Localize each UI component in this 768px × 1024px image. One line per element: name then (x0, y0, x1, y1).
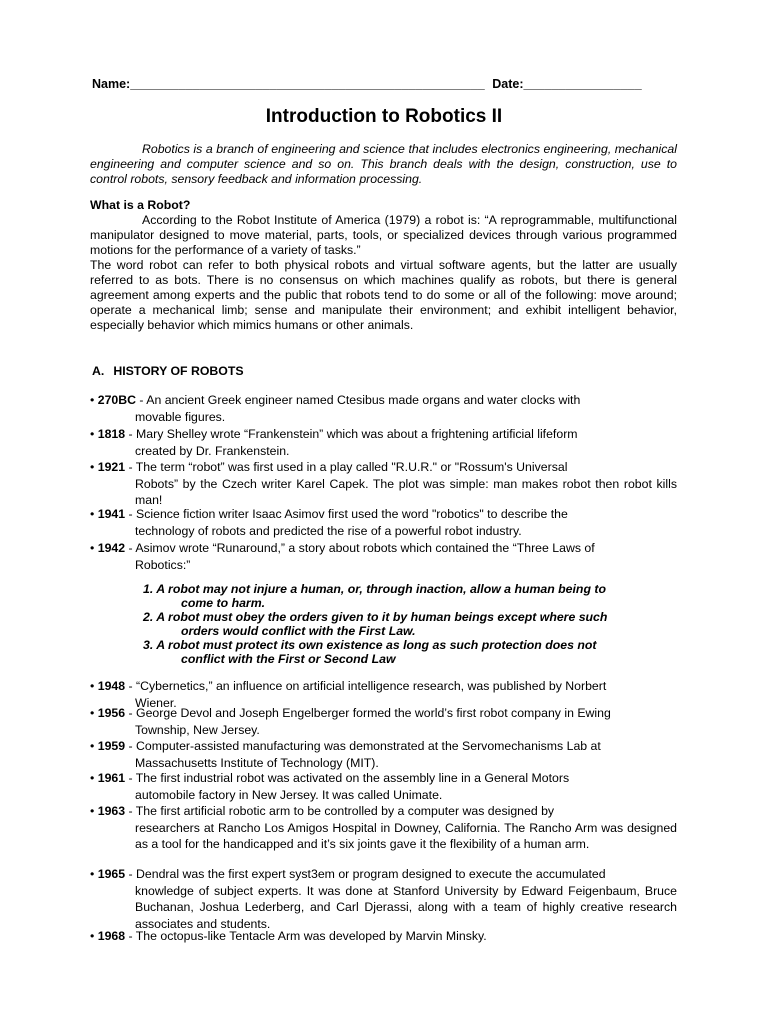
bots-paragraph: The word robot can refer to both physical robots and virtual software agents, but the latter are usually referred to as bots. There is no consensus on which machines qualify as robots, but there is general agreement among experts and the public that robots tend to do some or all of the following: move around; operate a mechanical limb; sense and manipulate their environment; and exhibit intelligent behavior, especially behavior which mimics humans or other animals. (90, 258, 677, 332)
entry-year: 1959 (97, 739, 126, 753)
entry-continuation: Robots” by the Czech writer Karel Capek. The plot was simple: man makes robot then robot kills man! (135, 476, 677, 507)
timeline-entry (90, 803, 677, 853)
entry-text: - The first artificial robotic arm to be controlled by a computer was designed by (125, 804, 555, 818)
entry-text: - The first industrial robot was activated on the assembly line in a General Motors (125, 771, 570, 785)
bullet-icon: • (90, 541, 95, 555)
law-continuation: orders would conflict with the First Law. (181, 624, 416, 638)
entry-continuation: knowledge of subject experts. It was done at Stanford University by Edward Feigenbaum, Bruce Buchanan, Joshua Lederberg, and Carl Djerassi, along with a team of highly creative research associates and students. (135, 883, 677, 931)
entry-year: 1968 (97, 929, 126, 943)
history-heading (92, 364, 244, 378)
entry-continuation: Robotics:” (135, 557, 191, 572)
entry-continuation: technology of robots and predicted the rise of a powerful robot industry. (135, 523, 522, 538)
history-heading-text: HISTORY OF ROBOTS (113, 364, 244, 378)
entry-year: 1942 (97, 541, 126, 555)
bullet-icon: • (90, 427, 95, 441)
entry-continuation: automobile factory in New Jersey. It was called Unimate. (135, 787, 443, 802)
timeline-entry (90, 866, 677, 932)
bullet-icon: • (90, 393, 95, 407)
entry-year: 1956 (97, 706, 126, 720)
entry-continuation: researchers at Rancho Los Amigos Hospital in Downey, California. The Rancho Arm was designed as a tool for the handicapped and it’s six joints gave it the flexibility of a human arm. (135, 820, 677, 851)
timeline-entry (90, 928, 677, 945)
entry-text: - The octopus-like Tentacle Arm was developed by Marvin Minsky. (125, 929, 487, 943)
entry-continuation: Township, New Jersey. (135, 722, 260, 737)
timeline-entry (90, 705, 677, 738)
entry-continuation: movable figures. (135, 409, 226, 424)
definition-section (90, 213, 677, 333)
definition-paragraph: According to the Robot Institute of America (1979) a robot is: “A reprogrammable, multifunctional manipulator designed to move material, parts, tools, or specialized devices through various programmed motions for the performance of a variety of tasks.” (90, 213, 677, 257)
what-is-robot-heading: What is a Robot? (90, 198, 191, 212)
entry-text: - Science fiction writer Isaac Asimov first used the word "robotics" to describe the (125, 507, 568, 521)
entry-text: - Asimov wrote “Runaround,” a story about robots which contained the “Three Laws of (125, 541, 595, 555)
entry-continuation: Wiener. (135, 695, 177, 710)
law-item: 2. A robot must obey the orders given to it by human beings except where such (143, 610, 608, 624)
law-item: 3. A robot must protect its own existence as long as such protection does not (143, 638, 597, 652)
law-continuation: come to harm. (181, 596, 266, 610)
bullet-icon: • (90, 739, 95, 753)
timeline-entry (90, 770, 677, 803)
entry-year: 1818 (97, 427, 126, 441)
name-date-header (92, 77, 642, 91)
entry-year: 1948 (97, 679, 126, 693)
bullet-icon: • (90, 679, 95, 693)
timeline-entry (90, 392, 677, 425)
bullet-icon: • (90, 867, 95, 881)
three-laws-list (143, 582, 673, 666)
law-continuation: conflict with the First or Second Law (181, 652, 396, 666)
intro-paragraph (90, 142, 677, 187)
entry-text: - Mary Shelley wrote “Frankenstein” which was about a frightening artificial lifeform (125, 427, 578, 441)
intro-text: Robotics is a branch of engineering and science that includes electronics engineering, mechanical engineering and computer science and so on. This branch deals with the design, construction, use to control robots, sensory feedback and information processing. (90, 142, 677, 186)
entry-continuation: Massachusetts Institute of Technology (MIT). (135, 755, 379, 770)
bullet-icon: • (90, 706, 95, 720)
entry-text: - Computer-assisted manufacturing was demonstrated at the Servomechanisms Lab at (125, 739, 601, 753)
entry-continuation: created by Dr. Frankenstein. (135, 443, 290, 458)
history-heading-letter: A. (92, 364, 105, 378)
bullet-icon: • (90, 507, 95, 521)
bullet-icon: • (90, 460, 95, 474)
entry-text: - An ancient Greek engineer named Ctesibus made organs and water clocks with (136, 393, 581, 407)
timeline-entry (90, 459, 677, 509)
entry-text: - Dendral was the first expert syst3em or program designed to execute the accumulated (125, 867, 606, 881)
entry-year: 270BC (97, 393, 137, 407)
entry-year: 1941 (97, 507, 126, 521)
entry-text: - “Cybernetics,” an influence on artificial intelligence research, was published by Norbert (125, 679, 607, 693)
timeline-entry (90, 540, 677, 573)
timeline-entry (90, 506, 677, 539)
page-title: Introduction to Robotics II (265, 106, 503, 127)
law-item: 1. A robot may not injure a human, or, through inaction, allow a human being to (143, 582, 606, 596)
date-field-label: Date:_________________ (492, 77, 642, 91)
entry-year: 1961 (97, 771, 126, 785)
bullet-icon: • (90, 771, 95, 785)
entry-year: 1965 (97, 867, 126, 881)
entry-year: 1963 (97, 804, 126, 818)
entry-text: - The term “robot” was first used in a play called "R.U.R." or "Rossum's Universal (125, 460, 568, 474)
entry-year: 1921 (97, 460, 126, 474)
timeline-entry (90, 426, 677, 459)
timeline-entry (90, 738, 677, 771)
bullet-icon: • (90, 929, 95, 943)
bullet-icon: • (90, 804, 95, 818)
entry-text: - George Devol and Joseph Engelberger formed the world’s first robot company in Ewing (125, 706, 611, 720)
name-field-label: Name:___________________________________________________ (92, 77, 485, 91)
